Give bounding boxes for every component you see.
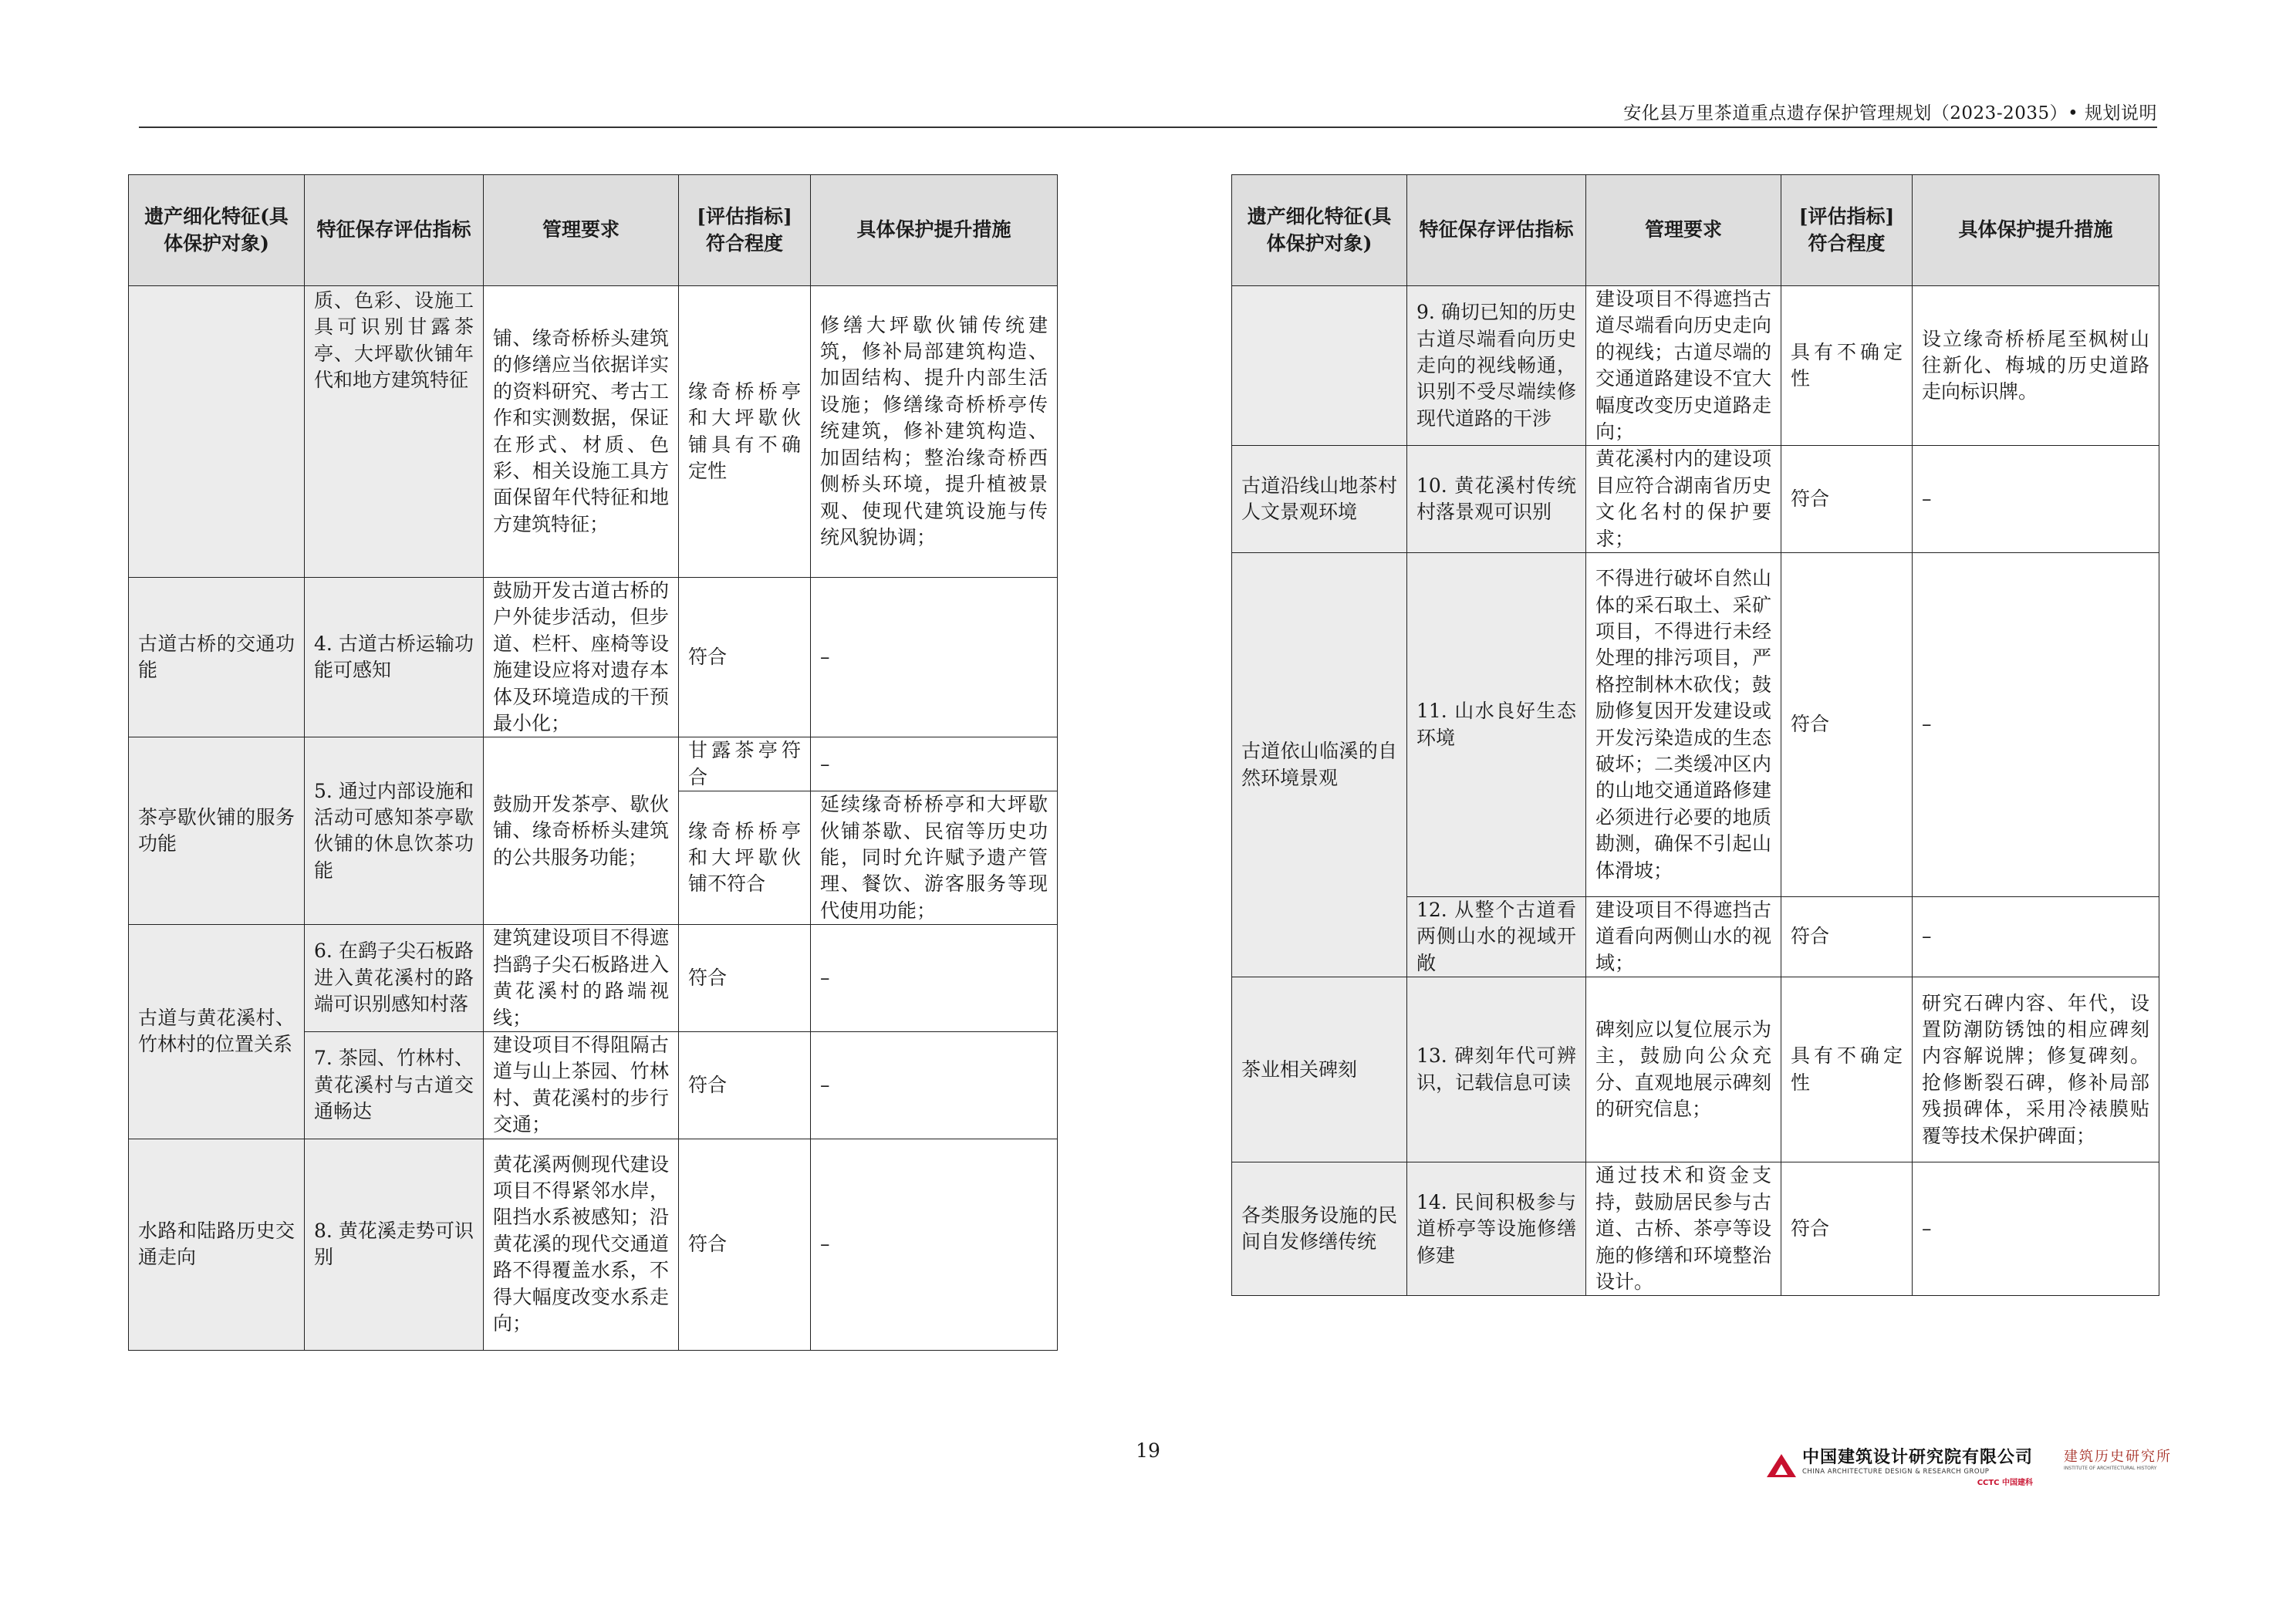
cell-compliance: 符合 <box>1781 897 1913 977</box>
cell-compliance: 缘奇桥桥亭和大坪歇伙铺不符合 <box>679 791 811 925</box>
cell-requirement: 建设项目不得遮挡古道尽端看向历史走向的视线；古道尽端的交通道路建设不宜大幅度改变历史道路走向； <box>1586 286 1781 446</box>
cell-indicator: 质、色彩、设施工具可识别甘露茶亭、大坪歇伙铺年代和地方建筑特征 <box>305 286 484 578</box>
cell-requirement: 黄花溪两侧现代建设项目不得紧邻水岸，阻挡水系被感知；沿黄花溪的现代交通道路不得覆盖水系，不得大幅度改变水系走向； <box>484 1139 679 1350</box>
cell-feature: 古道依山临溪的自然环境景观 <box>1232 553 1407 977</box>
cell-indicator: 6. 在鹞子尖石板路进入黄花溪村的路端可识别感知村落 <box>305 925 484 1032</box>
table-row <box>129 578 1058 737</box>
cell-measures: 研究石碑内容、年代，设置防潮防锈蚀的相应碑刻内容解说牌；修复碑刻。抢修断裂石碑，修补局部残损碑体，采用冷裱膜贴覆等技术保护碑面； <box>1913 977 2159 1162</box>
cell-compliance: 具有不确定性 <box>1781 286 1913 446</box>
cell-compliance: 甘露茶亭符合 <box>679 737 811 791</box>
col-header-indicator: 特征保存评估指标 <box>1407 175 1586 286</box>
table-row <box>129 1139 1058 1350</box>
cell-measures: – <box>1913 446 2159 553</box>
col-header-compliance: [评估指标]符合程度 <box>679 175 811 286</box>
cell-indicator: 9. 确切已知的历史古道尽端看向历史走向的视线畅通，识别不受尽端续修现代道路的干涉 <box>1407 286 1586 446</box>
table-row <box>1232 553 2159 897</box>
table-row <box>1232 1162 2159 1296</box>
cell-requirement: 铺、缘奇桥桥头建筑的修缮应当依据详实的资料研究、考古工作和实测数据，保证在形式、材质、色彩、相关设施工具方面保留年代特征和地方建筑特征； <box>484 286 679 578</box>
table-row <box>1232 286 2159 446</box>
cell-measures: – <box>811 578 1058 737</box>
running-header: 安化县万里茶道重点遗存保护管理规划（2023-2035）• 规划说明 <box>1623 103 2157 123</box>
col-header-measures: 具体保护提升措施 <box>1913 175 2159 286</box>
cell-compliance: 符合 <box>679 1031 811 1139</box>
col-header-compliance: [评估指标]符合程度 <box>1781 175 1913 286</box>
cell-compliance: 缘奇桥桥亭和大坪歇伙铺具有不确定性 <box>679 286 811 578</box>
cadg-name-cn: 中国建筑设计研究院有限公司 <box>1802 1448 2034 1467</box>
cell-measures: – <box>811 925 1058 1032</box>
col-header-indicator: 特征保存评估指标 <box>305 175 484 286</box>
cadg-name-en: CHINA ARCHITECTURE DESIGN & RESEARCH GROUP <box>1802 1468 1990 1476</box>
cell-compliance: 符合 <box>1781 1162 1913 1296</box>
cell-requirement: 不得进行破坏自然山体的采石取土、采矿项目，不得进行未经处理的排污项目，严格控制林木砍伐；鼓励修复因开发建设或开发污染造成的生态破坏；二类缓冲区内的山地交通道路修建必须进行必要的地质勘测，确保不引起山体滑坡； <box>1586 553 1781 897</box>
right-heritage-table <box>1231 174 2159 1296</box>
table-row <box>129 737 1058 791</box>
table-row <box>129 286 1058 578</box>
cell-compliance: 符合 <box>1781 446 1913 553</box>
cell-feature: 古道与黄花溪村、竹林村的位置关系 <box>129 925 305 1139</box>
table-row <box>129 925 1058 1032</box>
cell-indicator: 14. 民间积极参与道桥亭等设施修缮修建 <box>1407 1162 1586 1296</box>
cell-requirement: 建设项目不得阻隔古道与山上茶园、竹林村、黄花溪村的步行交通； <box>484 1031 679 1139</box>
col-header-measures: 具体保护提升措施 <box>811 175 1058 286</box>
left-heritage-table <box>128 174 1058 1351</box>
cell-feature: 古道古桥的交通功能 <box>129 578 305 737</box>
cadg-triangle-icon <box>1767 1454 1796 1477</box>
cell-requirement: 建筑建设项目不得遮挡鹞子尖石板路进入黄花溪村的路端视线； <box>484 925 679 1032</box>
cell-indicator: 11. 山水良好生态环境 <box>1407 553 1586 897</box>
cctc-mark: CCTC 中国建科 <box>1977 1479 2034 1487</box>
cell-requirement: 建设项目不得遮挡古道看向两侧山水的视域； <box>1586 897 1781 977</box>
cell-feature: 茶业相关碑刻 <box>1232 977 1407 1162</box>
cell-indicator: 12. 从整个古道看两侧山水的视域开敞 <box>1407 897 1586 977</box>
table-header-row <box>1232 175 2159 286</box>
cadg-logo <box>1767 1444 2033 1487</box>
table-row <box>1232 446 2159 553</box>
cell-measures: – <box>811 1139 1058 1350</box>
cell-requirement: 黄花溪村内的建设项目应符合湖南省历史文化名村的保护要求； <box>1586 446 1781 553</box>
cell-indicator: 10. 黄花溪村传统村落景观可识别 <box>1407 446 1586 553</box>
cell-indicator: 8. 黄花溪走势可识别 <box>305 1139 484 1350</box>
cell-requirement: 通过技术和资金支持，鼓励居民参与古道、古桥、茶亭等设施的修缮和环境整治设计。 <box>1586 1162 1781 1296</box>
institute-logo <box>2064 1446 2172 1471</box>
cell-feature: 茶亭歇伙铺的服务功能 <box>129 737 305 925</box>
cell-indicator: 4. 古道古桥运输功能可感知 <box>305 578 484 737</box>
page-number: 19 <box>1136 1439 1160 1462</box>
cell-compliance: 符合 <box>1781 553 1913 897</box>
cell-measures: – <box>811 737 1058 791</box>
col-header-feature: 遗产细化特征(具体保护对象) <box>1232 175 1407 286</box>
cell-feature: 水路和陆路历史交通走向 <box>129 1139 305 1350</box>
cell-compliance: 具有不确定性 <box>1781 977 1913 1162</box>
cell-feature <box>1232 286 1407 446</box>
cell-requirement: 鼓励开发古道古桥的户外徒步活动，但步道、栏杆、座椅等设施建设应将对遗存本体及环境造成的干预最小化； <box>484 578 679 737</box>
cell-measures: – <box>811 1031 1058 1139</box>
cell-compliance: 符合 <box>679 1139 811 1350</box>
cell-indicator: 7. 茶园、竹林村、黄花溪村与古道交通畅达 <box>305 1031 484 1139</box>
cell-compliance: 符合 <box>679 925 811 1032</box>
cell-measures: 设立缘奇桥桥尾至枫树山往新化、梅城的历史道路走向标识牌。 <box>1913 286 2159 446</box>
cell-feature: 古道沿线山地茶村人文景观环境 <box>1232 446 1407 553</box>
cell-requirement: 碑刻应以复位展示为主，鼓励向公众充分、直观地展示碑刻的研究信息； <box>1586 977 1781 1162</box>
cell-feature <box>129 286 305 578</box>
institute-name-en: INSTITUTE OF ARCHITECTURAL HISTORY <box>2064 1466 2157 1471</box>
cell-indicator: 13. 碑刻年代可辨识，记载信息可读 <box>1407 977 1586 1162</box>
cell-requirement: 鼓励开发茶亭、歇伙铺、缘奇桥桥头建筑的公共服务功能； <box>484 737 679 925</box>
institute-name-cn: 建筑历史研究所 <box>2064 1449 2172 1465</box>
cell-measures: – <box>1913 897 2159 977</box>
cell-compliance: 符合 <box>679 578 811 737</box>
cell-indicator: 5. 通过内部设施和活动可感知茶亭歇伙铺的休息饮茶功能 <box>305 737 484 925</box>
cell-measures: – <box>1913 1162 2159 1296</box>
table-header-row <box>129 175 1058 286</box>
col-header-requirement: 管理要求 <box>484 175 679 286</box>
table-row <box>1232 977 2159 1162</box>
cell-feature: 各类服务设施的民间自发修缮传统 <box>1232 1162 1407 1296</box>
header-rule <box>139 127 2157 128</box>
col-header-requirement: 管理要求 <box>1586 175 1781 286</box>
col-header-feature: 遗产细化特征(具体保护对象) <box>129 175 305 286</box>
cell-measures: 修缮大坪歇伙铺传统建筑，修补局部建筑构造、加固结构、提升内部生活设施；修缮缘奇桥桥亭传统建筑，修补建筑构造、加固结构；整治缘奇桥西侧桥头环境，提升植被景观、使现代建筑设施与传统风貌协调； <box>811 286 1058 578</box>
cell-measures: 延续缘奇桥桥亭和大坪歇伙铺茶歇、民宿等历史功能，同时允许赋予遗产管理、餐饮、游客服务等现代使用功能； <box>811 791 1058 925</box>
cell-measures: – <box>1913 553 2159 897</box>
